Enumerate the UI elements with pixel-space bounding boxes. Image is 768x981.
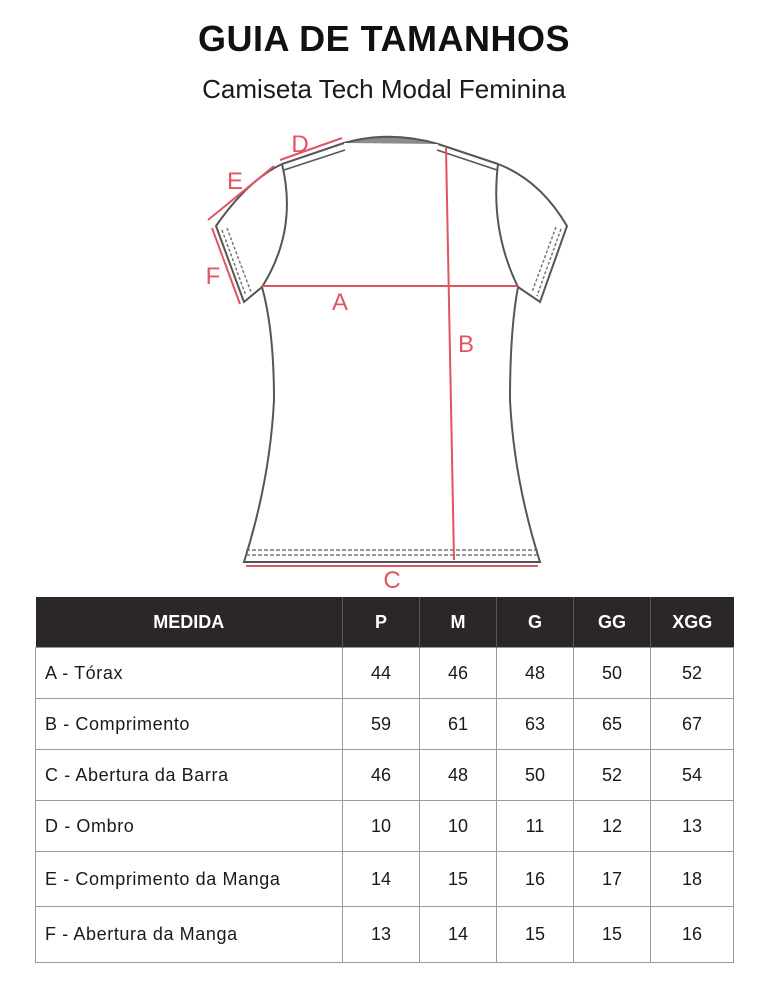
value-cell: 48 (497, 648, 574, 699)
value-cell: 44 (343, 648, 420, 699)
tshirt-body-outline (216, 143, 567, 562)
label-d: D (291, 131, 309, 158)
value-cell: 46 (420, 648, 497, 699)
value-cell: 63 (497, 699, 574, 750)
table-row (36, 699, 734, 750)
measure-name: D - Ombro (36, 801, 343, 852)
value-cell: 13 (651, 801, 734, 852)
table-row (36, 648, 734, 699)
value-cell: 14 (343, 852, 420, 907)
table-header-row (36, 597, 734, 648)
value-cell: 50 (574, 648, 651, 699)
value-cell: 16 (651, 907, 734, 963)
value-cell: 61 (420, 699, 497, 750)
table-row (36, 852, 734, 907)
value-cell: 15 (574, 907, 651, 963)
value-cell: 50 (497, 750, 574, 801)
label-b: B (457, 331, 475, 358)
measure-name: E - Comprimento da Manga (36, 852, 343, 907)
label-f: F (205, 263, 221, 290)
page-subtitle: Camiseta Tech Modal Feminina (202, 74, 566, 104)
table-row (36, 801, 734, 852)
col-header-m: M (420, 597, 497, 648)
value-cell: 15 (497, 907, 574, 963)
col-header-g: G (497, 597, 574, 648)
label-e: E (226, 168, 244, 195)
table-row (36, 907, 734, 963)
value-cell: 10 (343, 801, 420, 852)
value-cell: 48 (420, 750, 497, 801)
label-a: A (331, 289, 349, 316)
page-title: GUIA DE TAMANHOS (198, 18, 570, 59)
value-cell: 59 (343, 699, 420, 750)
value-cell: 67 (651, 699, 734, 750)
value-cell: 16 (497, 852, 574, 907)
measure-name: F - Abertura da Manga (36, 907, 343, 963)
size-table (35, 597, 734, 963)
value-cell: 15 (420, 852, 497, 907)
value-cell: 13 (343, 907, 420, 963)
col-header-gg: GG (574, 597, 651, 648)
measure-name: A - Tórax (36, 648, 343, 699)
value-cell: 14 (420, 907, 497, 963)
value-cell: 46 (343, 750, 420, 801)
value-cell: 52 (574, 750, 651, 801)
col-header-medida: MEDIDA (36, 597, 343, 648)
measure-name: B - Comprimento (36, 699, 343, 750)
value-cell: 52 (651, 648, 734, 699)
col-header-p: P (343, 597, 420, 648)
measure-name: C - Abertura da Barra (36, 750, 343, 801)
value-cell: 18 (651, 852, 734, 907)
value-cell: 11 (497, 801, 574, 852)
value-cell: 10 (420, 801, 497, 852)
table-row (36, 750, 734, 801)
value-cell: 17 (574, 852, 651, 907)
value-cell: 12 (574, 801, 651, 852)
value-cell: 65 (574, 699, 651, 750)
value-cell: 54 (651, 750, 734, 801)
label-c: C (383, 567, 401, 594)
col-header-xgg: XGG (651, 597, 734, 648)
